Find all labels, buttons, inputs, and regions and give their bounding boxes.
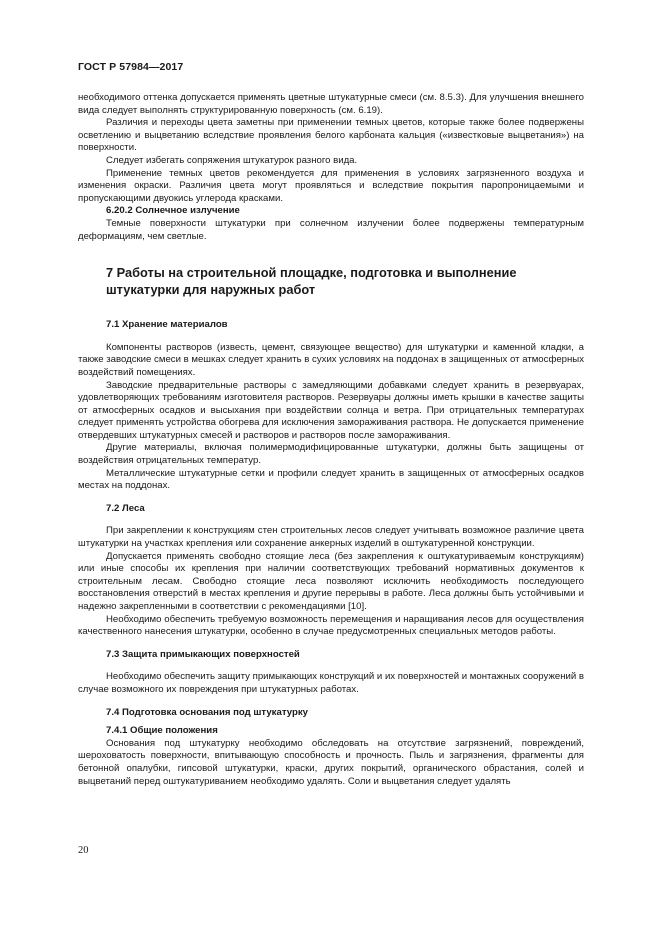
subsection-heading-7-4-1: 7.4.1 Общие положения xyxy=(106,725,218,737)
section-heading-7-2: 7.2 Леса xyxy=(106,502,145,514)
paragraph: Темные поверхности штукатурки при солнечном излучении более подвержены температурным деформациям, чем светлые. xyxy=(78,217,584,242)
paragraph: Допускается применять свободно стоящие леса (без закрепления к оштукатуриваемым конструкциям) или иные способы их крепления при наличии соответствующих требований нормативных документов к строительным лесам. Свободно стоящие леса позволяют исключить необходимость последующего восстановления отверстий в местах крепления и другие перерывы в работе. Леса должны быть устойчивыми и надежно закрепленными в соответствии с рекомендациями [10]. xyxy=(78,550,584,612)
paragraph: Следует избегать сопряжения штукатурок разного вида. xyxy=(106,154,358,166)
spacer xyxy=(78,697,584,707)
paragraph: Основания под штукатурку необходимо обследовать на отсутствие загрязнений, повреждений, шероховатость поверхности, впитывающую способность и прочность. Пыль и загрязнения, фрагменты для бетонной опалубки, гипсовой штукатурки, краски, других покрытий, органического обрастания, солей и выцветаний перед оштукатуриванием необходимо удалять. Соли и выцветания следует удалять xyxy=(78,737,584,787)
paragraph: Необходимо обеспечить защиту примыкающих конструкций и их поверхностей и монтажных сооружений в случае возможного их повреждения при штукатурных работах. xyxy=(78,671,584,695)
spacer xyxy=(78,639,584,649)
section-heading-7-4: 7.4 Подготовка основания под штукатурку xyxy=(106,706,308,718)
section-heading-7: 7 Работы на строительной площадке, подготовка и выполнение штукатурки для наружных работ xyxy=(106,265,517,298)
subsection-heading-6-20-2: 6.20.2 Солнечное излучение xyxy=(106,205,240,217)
section-heading-7-3: 7.3 Защита примыкающих поверхностей xyxy=(106,648,300,660)
paragraph: При закреплении к конструкциям стен строительных лесов следует учитывать возможное различие цвета штукатурки на участках крепления или сохранение анкерных изделий в оштукатуренной конструкции. xyxy=(78,525,584,550)
paragraph: Компоненты растворов (известь, цемент, связующее вещество) для штукатурки и каменной кладки, а также заводские смеси в мешках следует хранить в сухих условиях на поддонах в защищенных от атмосферных воздействий помещениях. xyxy=(78,341,584,378)
paragraph: Заводские предварительные растворы с замедляющими добавками следует хранить в резервуарах, удовлетворяющих требованиям изготовителя растворов. Резервуары должны иметь крышки в качестве защиты от атмосферных осадков и высыхания при воздействии солнца и ветра. При отрицательных температурах следует применять устройства обогрева для исключения замораживания раствора. Не допускается применение отвердевших штукатурных смесей и растворов и растворов после замораживания. xyxy=(78,379,584,441)
paragraph: Различия и переходы цвета заметны при применении темных цветов, которые также более подвержены осветлению и выцветанию вследствие проявления белого карбоната кальция («известковые выцветания») на поверхности. xyxy=(78,117,584,154)
page-body xyxy=(78,92,584,788)
paragraph: Применение темных цветов рекомендуется для применения в условиях загрязненного воздуха и изменения окраски. Различия цвета могут проявляться и вследствие покрытия паропроницаемыми и пропускающими двуокись углерода красками. xyxy=(78,167,584,204)
paragraph: Металлические штукатурные сетки и профили следует хранить в защищенных от атмосферных осадков местах на поддонах. xyxy=(78,467,584,492)
paragraph: Другие материалы, включая полимермодифицированные штукатурки, должны быть защищены от воздействия отрицательных температур. xyxy=(78,442,584,467)
section-heading-7-1: 7.1 Хранение материалов xyxy=(106,319,228,331)
page-number: 20 xyxy=(78,845,89,856)
paragraph: Необходимо обеспечить требуемую возможность перемещения и наращивания лесов для осуществления качественного нанесения штукатурки, особенно в случае предусмотренных специальных методов работы. xyxy=(78,613,584,638)
spacer xyxy=(78,493,584,503)
document-header: ГОСТ Р 57984—2017 xyxy=(78,61,184,73)
paragraph: необходимого оттенка допускается применять цветные штукатурные смеси (см. 8.5.3). Для улучшения внешнего вида следует выполнять структурированную поверхность (см. 6.19). xyxy=(78,92,584,116)
